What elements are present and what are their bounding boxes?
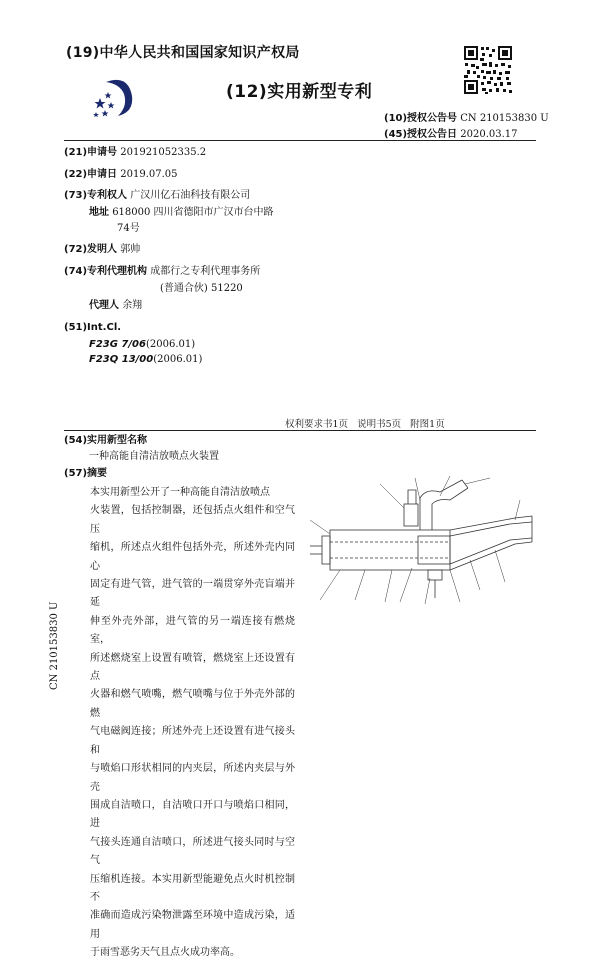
qr-code — [462, 44, 514, 96]
abstract-line: 本实用新型公开了一种高能自清洁放喷点 — [90, 487, 270, 498]
agent-value: 余翔 — [122, 300, 143, 311]
patentee-row — [64, 189, 250, 203]
description-pages: 说明书5页 — [357, 419, 402, 430]
agent-row — [89, 299, 142, 313]
application-number-row — [64, 146, 206, 160]
ipc-version: (2006.01) — [145, 339, 196, 350]
ipc-code: F23Q 13/00 — [89, 354, 154, 365]
inventor-label: (72)发明人 — [64, 244, 118, 255]
claims-pages: 权利要求书1页 — [285, 419, 349, 430]
application-date-label: (22)申请日 — [64, 169, 118, 180]
publication-date-label: (45)授权公告日 — [384, 129, 458, 140]
abstract-line: 伸至外壳外部，进气管的另一端连接有燃烧室， — [90, 615, 295, 646]
application-number-label: (21)申请号 — [64, 147, 118, 158]
abstract-line: 气接头连通自洁喷口，所述进气接头同时与空气 — [90, 836, 295, 867]
publication-number-row — [384, 109, 549, 124]
abstract-drawing — [300, 470, 540, 610]
publication-number-label: (10)授权公告号 — [384, 113, 458, 124]
patentee-label: (73)专利权人 — [64, 190, 128, 201]
ipc-code: F23G 7/06 — [89, 339, 146, 350]
header-divider — [64, 140, 536, 141]
publication-date-row — [384, 125, 518, 140]
ipc-item — [89, 353, 202, 367]
application-date-row — [64, 168, 178, 182]
abstract-line: 压缩机连接。本实用新型能避免点火时机控制不 — [90, 873, 295, 903]
abstract-line: 气电磁阀连接；所述外壳上还设置有进气接头和 — [90, 726, 295, 756]
application-number-value: 201921052335.2 — [120, 147, 207, 158]
document-type: (12)实用新型专利 — [226, 82, 373, 102]
address-label: 地址 — [89, 207, 109, 218]
abstract-line: 火器和燃气喷嘴，燃气喷嘴与位于外壳外部的燃 — [90, 689, 295, 719]
publication-number-value: CN 210153830 U — [460, 113, 549, 124]
abstract-line: 于雨雪恶劣天气且点火成功率高。 — [90, 947, 240, 959]
abstract-body — [90, 484, 295, 963]
intcl-row — [64, 321, 121, 335]
drawings-pages: 附图1页 — [410, 419, 445, 430]
ipc-version: (2006.01) — [153, 354, 203, 365]
abstract-line: 固定有进气管，进气管的一端贯穿外壳盲端并延 — [90, 579, 295, 609]
ipc-item — [89, 338, 195, 352]
side-publication-code: CN 210153830 U — [49, 601, 60, 690]
address-line1: 618000 四川省德阳市广汉市台中路 — [112, 207, 274, 218]
inventor-row — [64, 243, 140, 257]
address-row — [89, 206, 274, 220]
office-name: (19)中华人民共和国国家知识产权局 — [66, 45, 300, 61]
address-line2: 74号 — [117, 223, 140, 234]
agency-row — [64, 265, 260, 279]
abstract-line: 围成自洁喷口，自洁喷口开口与喷焰口相同，进 — [90, 799, 295, 830]
abstract-line: 与喷焰口形状相同的内夹层，所述内夹层与外壳 — [90, 763, 295, 793]
abstract-line: 准确而造成污染物泄露至环境中造成污染，适用 — [90, 910, 295, 940]
agency-line2: (普通合伙) 51220 — [160, 283, 243, 294]
inventor-value: 郭帅 — [120, 244, 141, 255]
utility-model-title: 一种高能自清洁放喷点火装置 — [89, 451, 219, 462]
application-date-value: 2019.07.05 — [120, 169, 178, 180]
abstract-line: 缩机，所述点火组件包括外壳，所述外壳内同心 — [90, 542, 295, 572]
publication-date-value: 2020.03.17 — [460, 129, 518, 140]
agency-line1: 成都行之专利代理事务所 — [150, 266, 261, 277]
section-divider — [64, 430, 536, 431]
title-label: (54)实用新型名称 — [64, 435, 148, 446]
abstract-line: 所述燃烧室上设置有喷管，燃烧室上还设置有点 — [90, 652, 295, 683]
abstract-line: 火装置，包括控制器，还包括点火组件和空气压 — [90, 505, 295, 535]
page-count-info — [285, 416, 451, 430]
cnipa-logo-icon — [88, 72, 138, 122]
patentee-value: 广汉川亿石油科技有限公司 — [130, 190, 251, 201]
agency-label: (74)专利代理机构 — [64, 266, 148, 277]
intcl-label: (51)Int.Cl. — [64, 322, 122, 333]
abstract-label: (57)摘要 — [64, 468, 108, 479]
agent-label: 代理人 — [89, 300, 119, 311]
